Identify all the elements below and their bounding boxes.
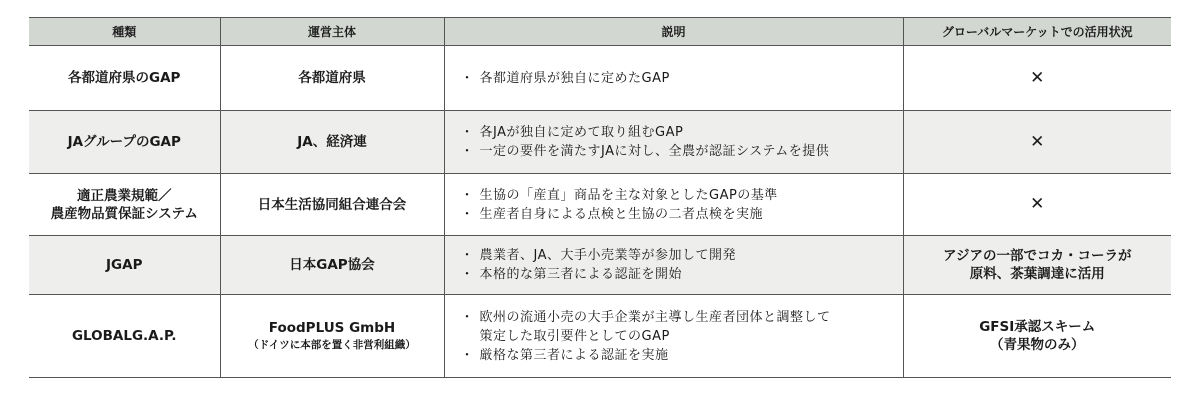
description-item: ・ 生協の「産直」商品を主な対象としたGAPの基準 — [467, 186, 903, 205]
description-item-line: 策定した取引要件としてのGAP — [479, 328, 670, 344]
gap-operator-name: FoodPLUS GmbH — [268, 320, 396, 336]
table-row — [29, 46, 1171, 111]
gap-operator: 日本GAP協会 — [220, 236, 444, 295]
global-usage-line: アジアの一部でコカ・コーラが — [943, 248, 1132, 264]
header-operator: 運営主体 — [220, 18, 444, 46]
gap-type-line: 農産物品質保証システム — [50, 205, 198, 222]
gap-type: JGAP — [29, 236, 220, 295]
table-row — [29, 236, 1171, 295]
header-row — [29, 18, 1171, 46]
cross-mark-icon: ✕ — [1030, 67, 1045, 88]
global-usage — [903, 111, 1171, 174]
global-usage-line: （青果物のみ） — [990, 337, 1085, 353]
description-item: ・ 厳格な第三者による認証を実施 — [467, 346, 903, 365]
gap-operator — [220, 295, 444, 378]
description-item: ・ 生産者自身による点検と生協の二者点検を実施 — [467, 205, 903, 224]
global-usage-line: GFSI承認スキーム — [979, 319, 1096, 335]
global-usage-line: 原料、茶葉調達に活用 — [969, 266, 1105, 282]
description-item — [467, 308, 903, 346]
gap-type: 各都道府県のGAP — [29, 46, 220, 111]
cross-mark-icon: ✕ — [1030, 194, 1045, 214]
description-item: ・ 本格的な第三者による認証を開始 — [467, 265, 903, 284]
gap-comparison-table — [29, 17, 1171, 378]
gap-description — [444, 295, 903, 378]
table-row — [29, 111, 1171, 174]
header-description: 説明 — [444, 18, 903, 46]
gap-description — [444, 236, 903, 295]
cross-mark-icon: ✕ — [1030, 131, 1045, 152]
header-global-usage: グローバルマーケットでの活用状況 — [903, 18, 1171, 46]
description-item-line: 欧州の流通小売の大手企業が主導し生産者団体と調整して — [479, 309, 831, 325]
header-type: 種類 — [29, 18, 220, 46]
table-row — [29, 174, 1171, 236]
description-item: ・ 各都道府県が独自に定めたGAP — [467, 69, 903, 88]
global-usage — [903, 236, 1171, 295]
gap-description — [444, 111, 903, 174]
description-item: ・ 一定の要件を満たすJAに対し、全農が認証システムを提供 — [467, 142, 903, 161]
gap-type — [29, 174, 220, 236]
global-usage — [903, 46, 1171, 111]
global-usage — [903, 174, 1171, 236]
gap-operator-note: （ドイツに本部を置く非営利組織） — [248, 339, 416, 351]
gap-operator: JA、経済連 — [220, 111, 444, 174]
gap-type-line: 適正農業規範／ — [77, 187, 172, 204]
gap-operator: 日本生活協同組合連合会 — [220, 174, 444, 236]
gap-type: GLOBALG.A.P. — [29, 295, 220, 378]
gap-type: JAグループのGAP — [29, 111, 220, 174]
gap-operator: 各都道府県 — [220, 46, 444, 111]
description-item: ・ 農業者、JA、大手小売業等が参加して開発 — [467, 246, 903, 265]
gap-description — [444, 46, 903, 111]
description-item: ・ 各JAが独自に定めて取り組むGAP — [467, 123, 903, 142]
gap-description — [444, 174, 903, 236]
global-usage — [903, 295, 1171, 378]
table-row — [29, 295, 1171, 378]
